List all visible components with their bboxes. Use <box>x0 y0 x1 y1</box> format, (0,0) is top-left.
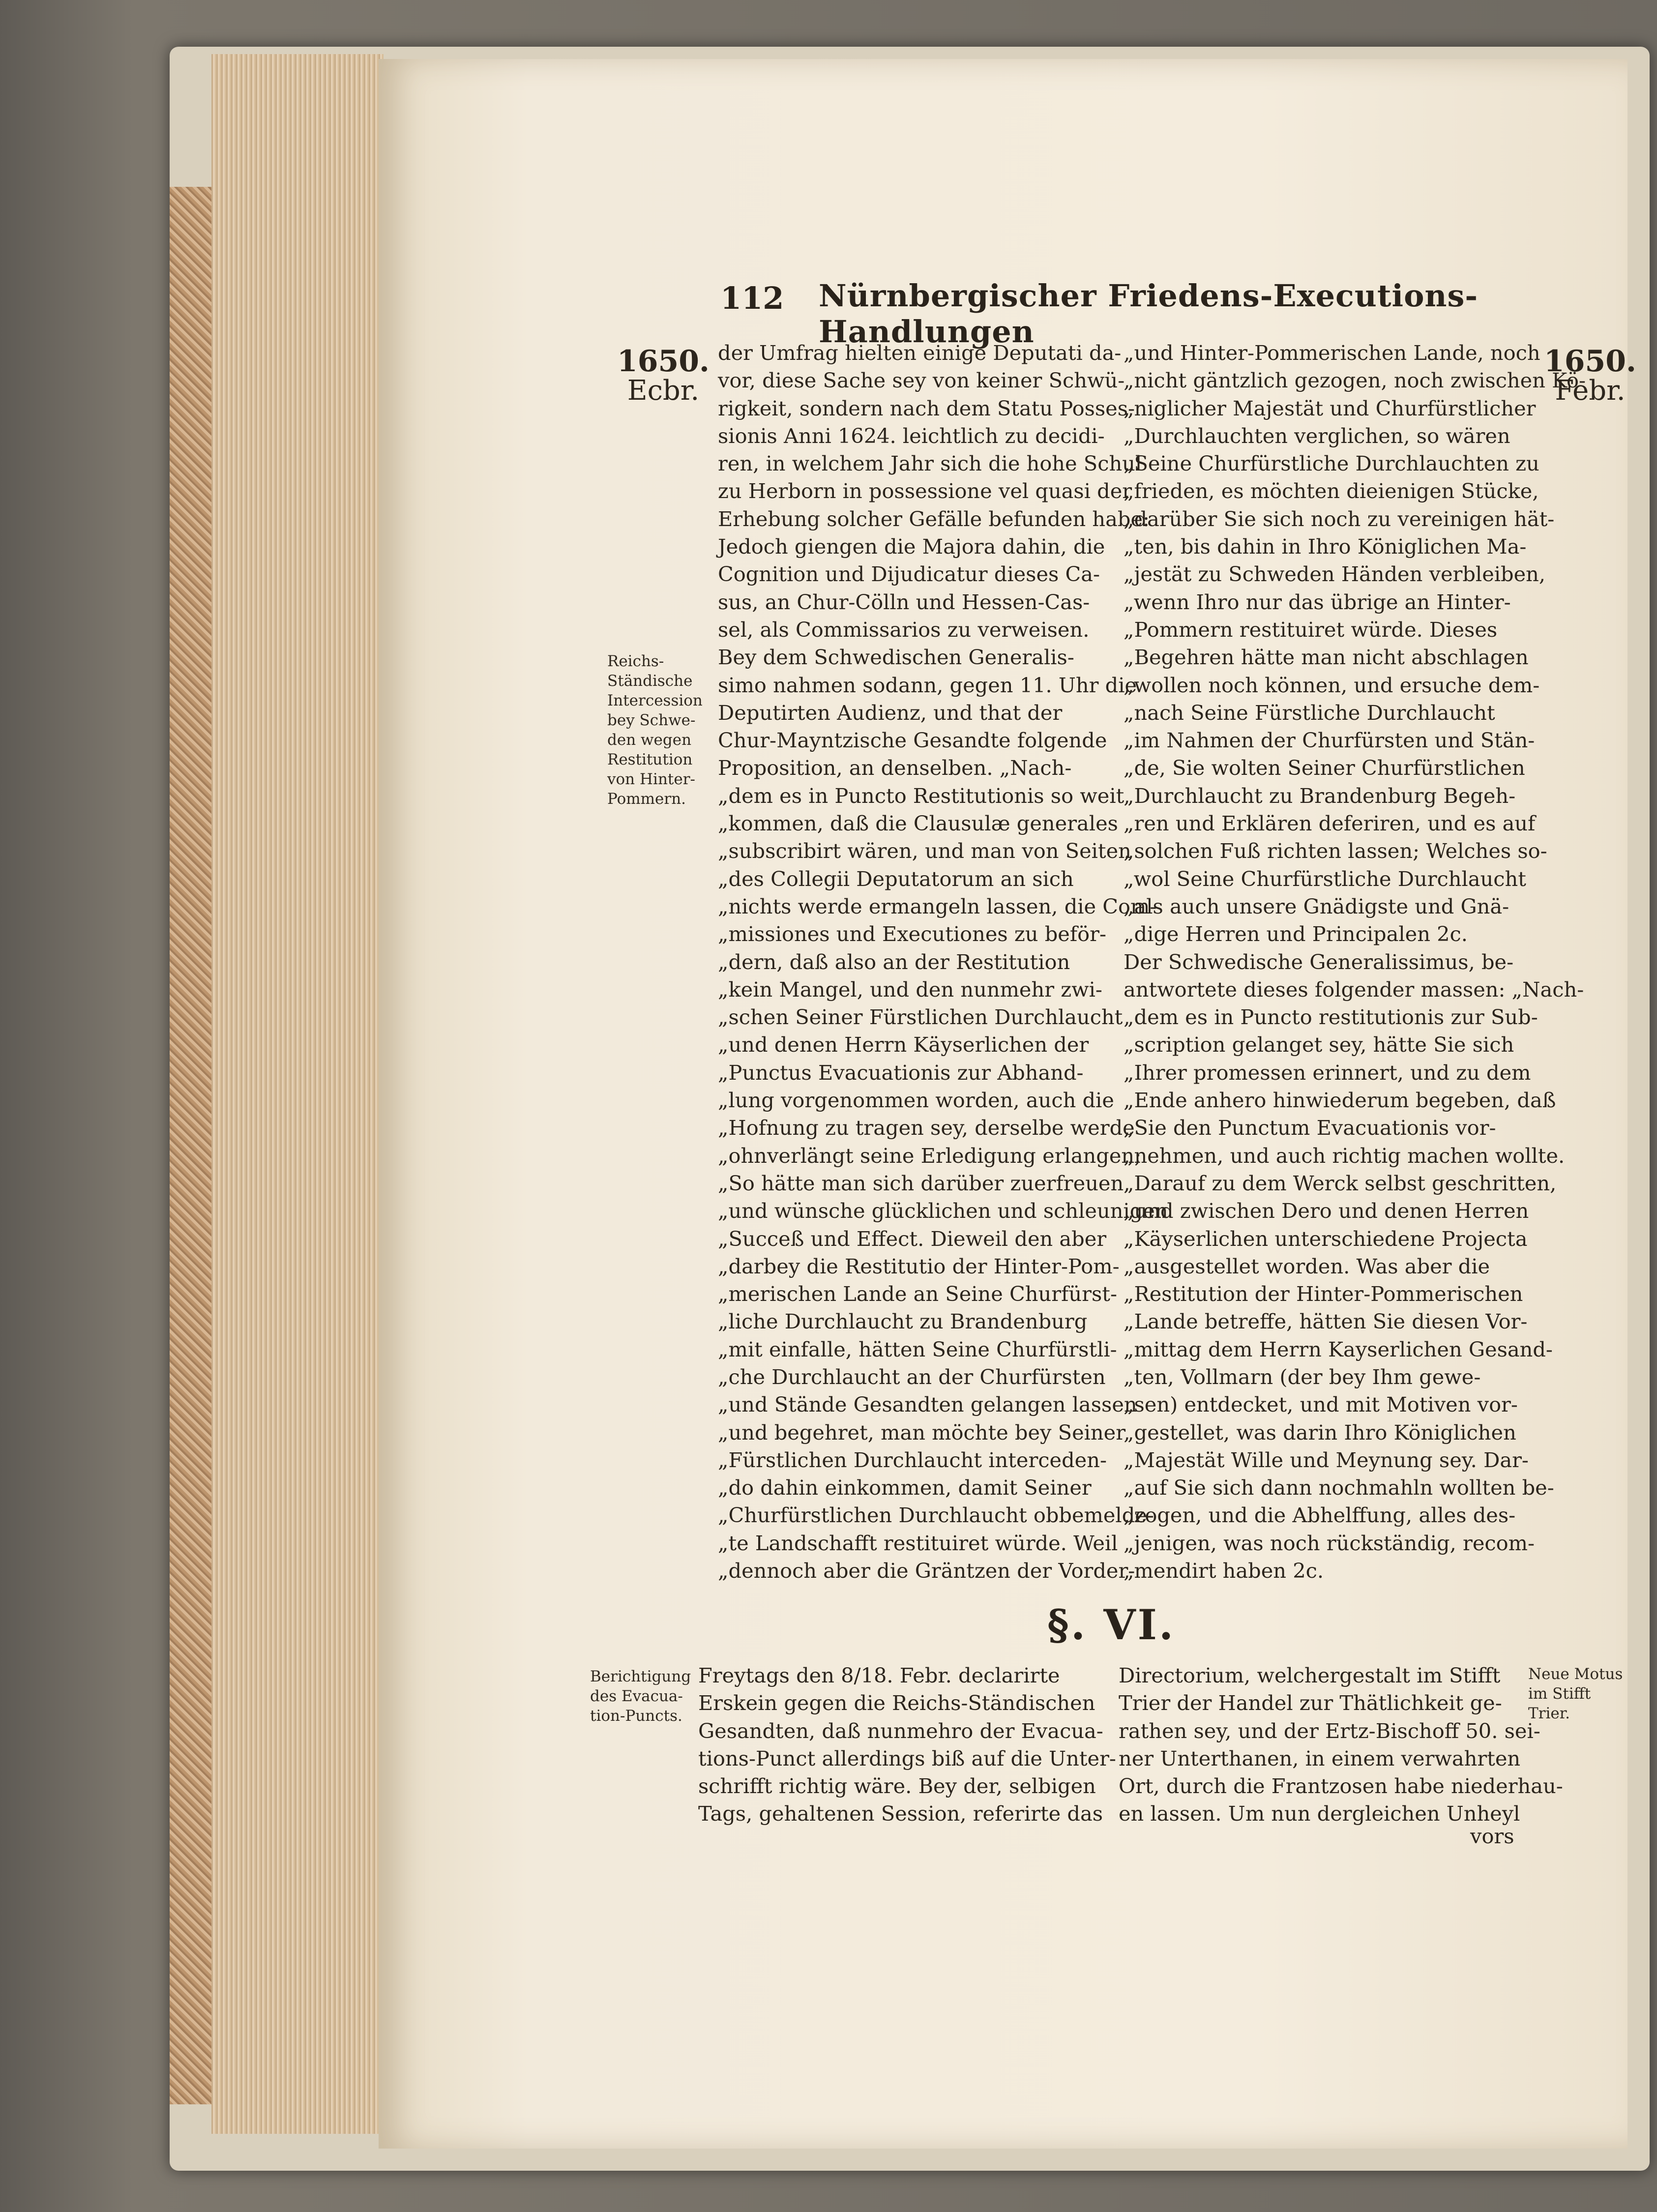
margin-note-line: Neue Motus <box>1528 1665 1623 1683</box>
text-line: Gesandten, daß nunmehro der Evacua- <box>698 1718 1103 1743</box>
text-line: „lung vorgenommen worden, auch die <box>718 1088 1114 1113</box>
text-line: „Sie den Punctum Evacuationis vor- <box>1124 1116 1496 1140</box>
text-line: en lassen. Um nun dergleichen Unheyl <box>1119 1801 1520 1826</box>
text-line: „dige Herren und Principalen 2c. <box>1124 922 1468 946</box>
text-line: Erhebung solcher Gefälle befunden habe: <box>718 506 1150 531</box>
text-line: sel, als Commissarios zu verweisen. <box>718 617 1090 642</box>
text-line: „jenigen, was noch rückständig, recom- <box>1124 1531 1535 1555</box>
text-line: „und Hinter-Pommerischen Lande, noch <box>1124 341 1540 365</box>
text-line: „sen) entdecket, und mit Motiven vor- <box>1124 1392 1518 1417</box>
text-line: „wenn Ihro nur das übrige an Hinter- <box>1124 590 1511 614</box>
margin-note-line: des Evacua- <box>590 1687 683 1705</box>
text-line: Jedoch giengen die Majora dahin, die <box>718 534 1105 559</box>
text-line: „Durchlauchten verglichen, so wären <box>1124 423 1510 448</box>
text-line: „und zwischen Dero und denen Herren <box>1124 1199 1529 1223</box>
text-line: Bey dem Schwedischen Generalis- <box>718 645 1074 670</box>
text-line: „Pommern restituiret würde. Dieses <box>1124 617 1498 642</box>
text-line: „dennoch aber die Gräntzen der Vorder- <box>718 1559 1135 1583</box>
text-line: „mendirt haben 2c. <box>1124 1559 1324 1583</box>
section-column-right <box>1119 1662 1563 1828</box>
text-line: „Fürstlichen Durchlaucht interceden- <box>718 1447 1107 1472</box>
text-line: „do dahin einkommen, damit Seiner <box>718 1475 1092 1500</box>
text-line: „Seine Churfürstliche Durchlauchten zu <box>1124 451 1539 476</box>
text-line: „ren und Erklären deferiren, und es auf <box>1124 811 1536 836</box>
text-line: „So hätte man sich darüber zuerfreuen, <box>718 1171 1130 1195</box>
text-line: „Durchlaucht zu Brandenburg Begeh- <box>1124 783 1516 808</box>
text-line: „darbey die Restitutio der Hinter-Pom- <box>718 1254 1120 1278</box>
text-line: Directorium, welchergestalt im Stifft <box>1119 1663 1501 1687</box>
text-line: „zogen, und die Abhelffung, alles des- <box>1124 1503 1516 1528</box>
text-line: „und wünsche glücklichen und schleunigen <box>718 1199 1168 1223</box>
text-line: „im Nahmen der Churfürsten und Stän- <box>1124 728 1535 753</box>
margin-note-line: im Stifft <box>1528 1685 1591 1703</box>
year-right-month: Febr. <box>1555 375 1626 407</box>
margin-note-line: tion-Puncts. <box>590 1707 682 1725</box>
margin-note-line: Berichtigung <box>590 1668 691 1685</box>
text-line: sus, an Chur-Cölln und Hessen-Cas- <box>718 590 1090 614</box>
text-line: „te Landschafft restituiret würde. Weil <box>718 1531 1118 1555</box>
section-column-left <box>698 1662 1116 1828</box>
text-line: „auf Sie sich dann nochmahln wollten be- <box>1124 1475 1554 1500</box>
text-line: ner Unterthanen, in einem verwahrten <box>1119 1746 1521 1770</box>
text-line: „Lande betreffe, hätten Sie diesen Vor- <box>1124 1309 1528 1334</box>
text-line: „dem es in Puncto Restitutionis so weit <box>718 783 1124 808</box>
text-line: sionis Anni 1624. leichtlich zu decidi- <box>718 423 1105 448</box>
text-line: „schen Seiner Fürstlichen Durchlaucht <box>718 1005 1123 1030</box>
text-line: „nach Seine Fürstliche Durchlaucht <box>1124 700 1495 725</box>
margin-note-line: Trier. <box>1528 1705 1570 1722</box>
margin-note-intercession <box>607 651 703 809</box>
text-line: „kein Mangel, und den nunmehr zwi- <box>718 977 1102 1002</box>
text-line: Trier der Handel zur Thätlichkeit ge- <box>1119 1691 1502 1715</box>
text-line: tions-Punct allerdings biß auf die Unter- <box>698 1746 1116 1770</box>
section-heading: §. VI. <box>1047 1600 1176 1649</box>
text-line: „Darauf zu dem Werck selbst geschritten, <box>1124 1171 1557 1195</box>
page-stack <box>211 54 384 2134</box>
text-line: „darüber Sie sich noch zu vereinigen hät- <box>1124 506 1555 531</box>
text-line: „gestellet, was darin Ihro Königlichen <box>1124 1420 1516 1445</box>
text-line: „und begehret, man möchte bey Seiner <box>718 1420 1126 1445</box>
text-line: „des Collegii Deputatorum an sich <box>718 866 1074 891</box>
text-line: „ohnverlängt seine Erledigung erlangen; <box>718 1143 1142 1168</box>
margin-note-trier <box>1528 1664 1623 1723</box>
text-line: Cognition und Dijudicatur dieses Ca- <box>718 562 1100 587</box>
text-line: „solchen Fuß richten lassen; Welches so- <box>1124 839 1547 863</box>
text-line: Erskein gegen die Reichs-Ständischen <box>698 1691 1095 1715</box>
text-line: zu Herborn in possessione vel quasi der <box>718 479 1132 503</box>
text-line: „nehmen, und auch richtig machen wollte. <box>1124 1143 1565 1168</box>
text-line: antwortete dieses folgender massen: „Nach- <box>1124 977 1584 1002</box>
text-line: „Majestät Wille und Meynung sey. Dar- <box>1124 1447 1529 1472</box>
margin-note-line: Restitution <box>607 751 693 768</box>
year-left-year: 1650. <box>617 344 710 379</box>
text-line: „jestät zu Schweden Händen verbleiben, <box>1124 562 1546 587</box>
year-right-year: 1650. <box>1544 344 1636 379</box>
text-line: „Punctus Evacuationis zur Abhand- <box>718 1060 1084 1085</box>
text-line: „wol Seine Churfürstliche Durchlaucht <box>1124 866 1526 891</box>
text-line: rathen sey, und der Ertz-Bischoff 50. sei- <box>1119 1718 1540 1743</box>
text-line: „und Stände Gesandten gelangen lassen <box>718 1392 1137 1417</box>
text-line: „als auch unsere Gnädigste und Gnä- <box>1124 894 1509 918</box>
running-head: Nürnbergischer Friedens-Executions-Handlungen <box>819 278 1479 350</box>
text-line: „Begehren hätte man nicht abschlagen <box>1124 645 1529 670</box>
catchword: vors <box>1470 1824 1514 1848</box>
text-line: Chur-Mayntzische Gesandte folgende <box>718 728 1107 753</box>
text-line: Der Schwedische Generalissimus, be- <box>1124 949 1514 974</box>
text-line: „mit einfalle, hätten Seine Churfürstli- <box>718 1337 1117 1361</box>
text-line: „nichts werde ermangeln lassen, die Com- <box>718 894 1157 918</box>
text-line: „Churfürstlichen Durchlaucht obbemelde- <box>718 1503 1154 1528</box>
text-line: Tags, gehaltenen Session, referirte das <box>698 1801 1103 1826</box>
text-line: schrifft richtig wäre. Bey der, selbigen <box>698 1774 1096 1799</box>
text-line: „merischen Lande an Seine Churfürst- <box>718 1282 1117 1306</box>
text-line: rigkeit, sondern nach dem Statu Posses- <box>718 396 1135 420</box>
text-line: „scription gelanget sey, hätte Sie sich <box>1124 1032 1514 1057</box>
text-line: „kommen, daß die Clausulæ generales <box>718 811 1118 836</box>
text-line: „wollen noch können, und ersuche dem- <box>1124 673 1540 697</box>
margin-note-line: Ständische <box>607 672 693 690</box>
text-line: „Ihrer promessen erinnert, und zu dem <box>1124 1060 1531 1085</box>
text-line: „frieden, es möchten dieienigen Stücke, <box>1124 479 1539 503</box>
text-line: ren, in welchem Jahr sich die hohe Schul <box>718 451 1142 476</box>
text-line: „che Durchlaucht an der Churfürsten <box>718 1364 1106 1389</box>
text-line: simo nahmen sodann, gegen 11. Uhr die <box>718 673 1137 697</box>
text-line: „subscribirt wären, und man von Seiten <box>718 839 1131 863</box>
text-line: „dern, daß also an der Restitution <box>718 949 1070 974</box>
text-line: „Ende anhero hinwiederum begeben, daß <box>1124 1088 1556 1113</box>
text-line: „ten, bis dahin in Ihro Königlichen Ma- <box>1124 534 1527 559</box>
text-line: „liche Durchlaucht zu Brandenburg <box>718 1309 1088 1334</box>
text-line: „Succeß und Effect. Dieweil den aber <box>718 1226 1107 1251</box>
margin-note-evacuation <box>590 1667 691 1726</box>
text-line: Proposition, an denselben. „Nach- <box>718 756 1072 780</box>
text-line: „dem es in Puncto restitutionis zur Sub- <box>1124 1005 1538 1030</box>
margin-note-line: Intercession <box>607 692 703 709</box>
page-number: 112 <box>720 280 784 316</box>
text-line: vor, diese Sache sey von keiner Schwü- <box>718 368 1125 393</box>
margin-note-line: bey Schwe- <box>607 711 696 729</box>
text-line: „missiones und Executiones zu beför- <box>718 922 1107 946</box>
text-line: „ten, Vollmarn (der bey Ihm gewe- <box>1124 1364 1481 1389</box>
column-left <box>718 339 1168 1585</box>
text-line: „nicht gäntzlich gezogen, noch zwischen Kö- <box>1124 368 1586 393</box>
text-line: „de, Sie wolten Seiner Churfürstlichen <box>1124 756 1525 780</box>
year-marker-left <box>617 344 710 407</box>
text-line: Freytags den 8/18. Febr. declarirte <box>698 1663 1060 1687</box>
text-line: „Hofnung zu tragen sey, derselbe werde <box>718 1116 1135 1140</box>
margin-note-line: von Hinter- <box>607 770 696 788</box>
text-line: „niglicher Majestät und Churfürstlicher <box>1124 396 1536 420</box>
text-line: „Restitution der Hinter-Pommerischen <box>1124 1282 1523 1306</box>
text-line: „Käyserlichen unterschiedene Projecta <box>1124 1226 1528 1251</box>
text-line: Deputirten Audienz, und that der <box>718 700 1063 725</box>
year-left-month: Ecbr. <box>627 375 700 407</box>
text-line: Ort, durch die Frantzosen habe niederhau- <box>1119 1774 1563 1799</box>
text-line: „mittag dem Herrn Kayserlichen Gesand- <box>1124 1337 1553 1361</box>
margin-note-line: Reichs- <box>607 652 664 670</box>
margin-note-line: Pommern. <box>607 790 686 808</box>
text-line: „und denen Herrn Käyserlichen der <box>718 1032 1089 1057</box>
column-right <box>1124 339 1586 1585</box>
text-line: der Umfrag hielten einige Deputati da- <box>718 341 1122 365</box>
margin-note-line: den wegen <box>607 731 692 749</box>
text-line: „ausgestellet worden. Was aber die <box>1124 1254 1490 1278</box>
